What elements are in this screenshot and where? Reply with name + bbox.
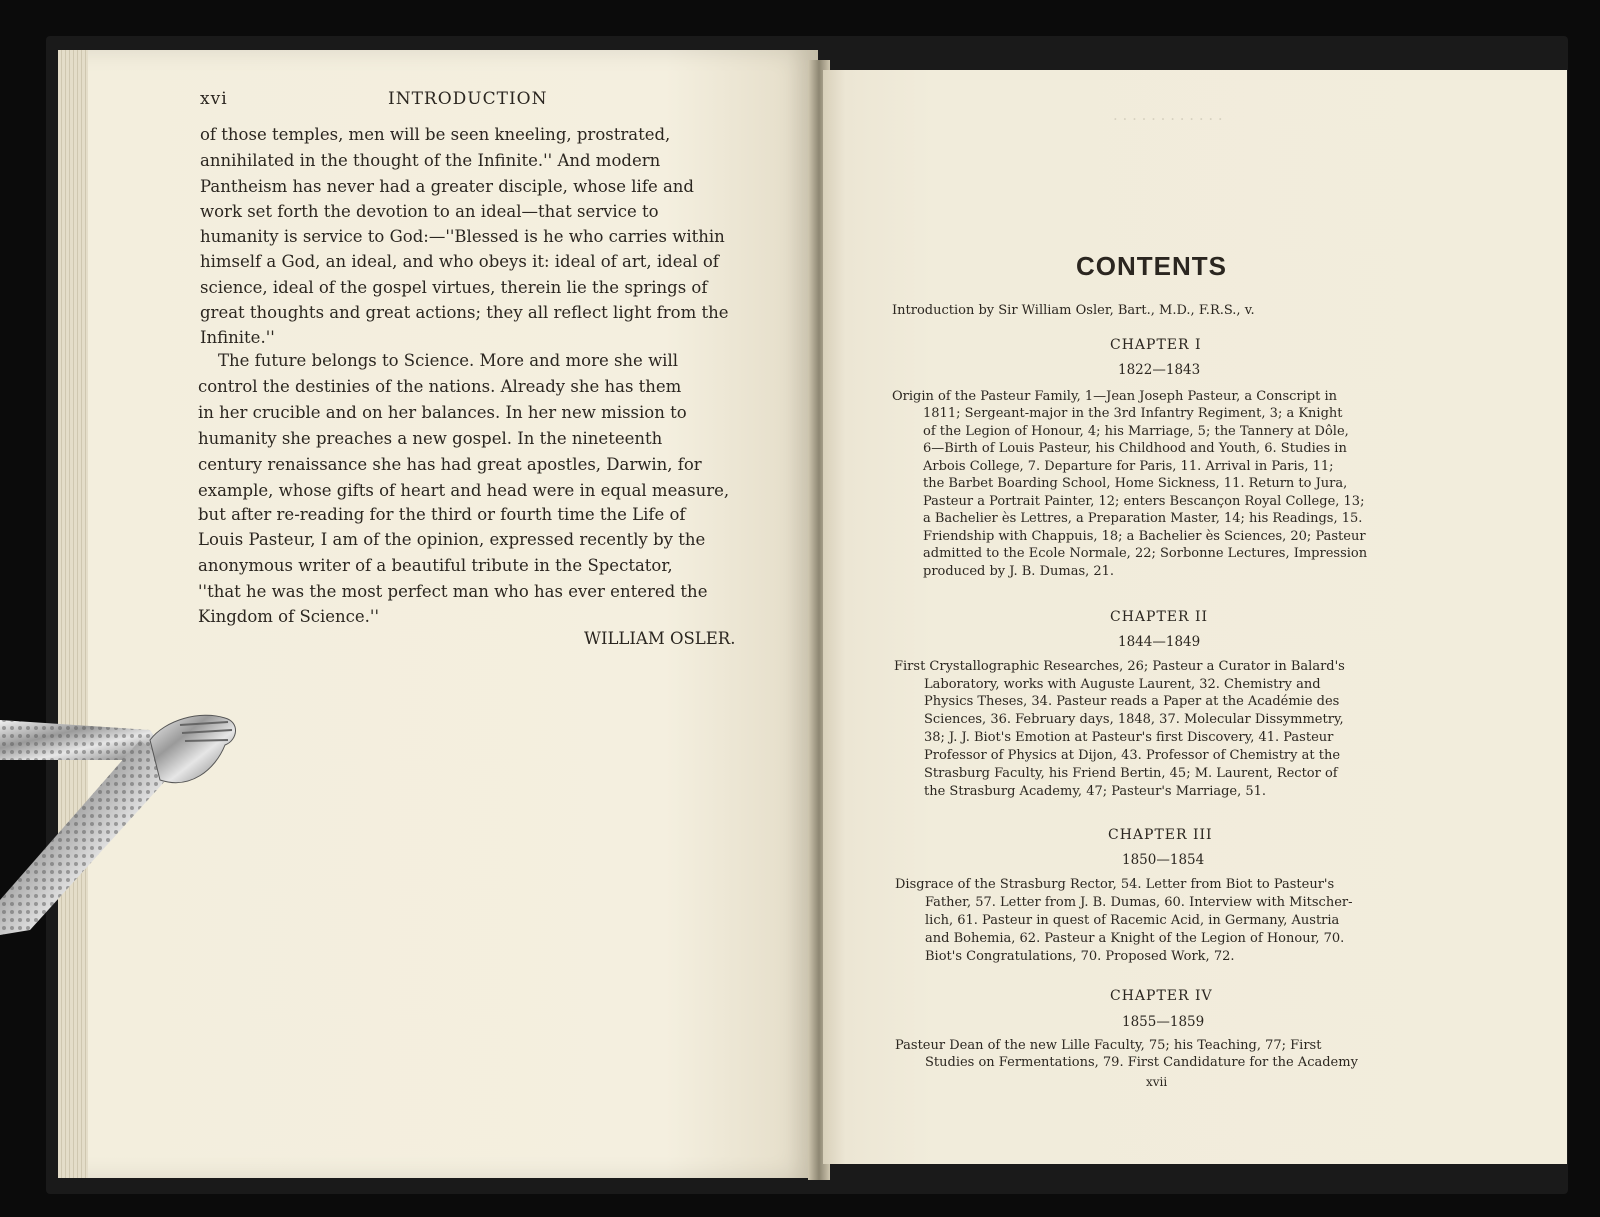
toc-line: Disgrace of the Strasburg Rector, 54. Letter from Biot to Pasteur's	[895, 877, 1335, 892]
body-line: Pantheism has never had a greater disciple, whose life and	[200, 177, 694, 196]
page-number-left: xvi	[200, 89, 228, 109]
body-line: work set forth the devotion to an ideal—that service to	[200, 202, 659, 221]
toc-line: Pasteur Dean of the new Lille Faculty, 75; his Teaching, 77; First	[895, 1038, 1322, 1053]
body-line: in her crucible and on her balances. In her new mission to	[198, 403, 687, 422]
chapter-heading: CHAPTER I	[1110, 337, 1202, 353]
toc-line: the Barbet Boarding School, Home Sickness, 11. Return to Jura,	[923, 476, 1348, 491]
toc-line: of the Legion of Honour, 4; his Marriage, 5; the Tannery at Dôle,	[923, 424, 1349, 439]
toc-line: the Strasburg Academy, 47; Pasteur's Marriage, 51.	[924, 784, 1267, 799]
bookmark-engraving	[0, 740, 175, 935]
toc-intro-line: Introduction by Sir William Osler, Bart., M.D., F.R.S., v.	[892, 303, 1255, 318]
toc-line: and Bohemia, 62. Pasteur a Knight of the Legion of Honour, 70.	[925, 931, 1345, 946]
hand-icon	[150, 715, 236, 782]
toc-line: Friendship with Chappuis, 18; a Bachelier ès Sciences, 20; Pasteur	[923, 529, 1366, 544]
silver-hand-bookmark	[0, 700, 260, 940]
body-line: science, ideal of the gospel virtues, therein lie the springs of	[200, 278, 708, 297]
toc-line: produced by J. B. Dumas, 21.	[923, 564, 1115, 579]
body-line: Infinite.''	[200, 328, 275, 347]
chapter-years: 1850—1854	[1122, 852, 1205, 868]
body-line: control the destinies of the nations. Already she has them	[198, 377, 682, 396]
chapter-years: 1822—1843	[1118, 362, 1201, 378]
signature: WILLIAM OSLER.	[584, 629, 736, 648]
toc-line: Father, 57. Letter from J. B. Dumas, 60. Interview with Mitscher-	[925, 895, 1353, 910]
chapter-heading: CHAPTER II	[1110, 609, 1209, 625]
toc-line: Physics Theses, 34. Pasteur reads a Paper at the Académie des	[924, 694, 1340, 709]
body-line: of those temples, men will be seen kneeling, prostrated,	[200, 125, 671, 144]
body-line: Louis Pasteur, I am of the opinion, expressed recently by the	[198, 530, 706, 549]
contents-title: CONTENTS	[1076, 251, 1227, 281]
chapter-heading: CHAPTER III	[1108, 827, 1213, 843]
toc-line: Professor of Physics at Dijon, 43. Professor of Chemistry at the	[924, 748, 1341, 763]
page-edges	[58, 50, 88, 1178]
toc-line: First Crystallographic Researches, 26; Pasteur a Curator in Balard's	[894, 659, 1345, 674]
body-line: Kingdom of Science.''	[198, 607, 380, 626]
body-line: humanity she preaches a new gospel. In the nineteenth	[198, 429, 663, 448]
running-head: INTRODUCTION	[388, 89, 548, 109]
chapter-years: 1855—1859	[1122, 1014, 1205, 1030]
toc-line: 1811; Sergeant-major in the 3rd Infantry Regiment, 3; a Knight	[923, 406, 1343, 421]
toc-line: Pasteur a Portrait Painter, 12; enters Bescançon Royal College, 13;	[923, 494, 1365, 509]
chapter-heading: CHAPTER IV	[1110, 988, 1213, 1004]
body-line: himself a God, an ideal, and who obeys it: ideal of art, ideal of	[200, 252, 719, 271]
body-line: but after re-reading for the third or fourth time the Life of	[198, 505, 686, 524]
body-line: anonymous writer of a beautiful tribute in the Spectator,	[198, 556, 673, 575]
toc-line: Sciences, 36. February days, 1848, 37. Molecular Dissymmetry,	[924, 712, 1344, 727]
body-line: annihilated in the thought of the Infinite.'' And modern	[200, 151, 661, 170]
body-line: ''that he was the most perfect man who has ever entered the	[198, 582, 708, 601]
chapter-years: 1844—1849	[1118, 634, 1201, 650]
body-line: The future belongs to Science. More and more she will	[218, 351, 679, 370]
toc-line: Biot's Congratulations, 70. Proposed Work, 72.	[925, 949, 1235, 964]
toc-line: Laboratory, works with Auguste Laurent, 32. Chemistry and	[924, 677, 1321, 692]
toc-line: Arbois College, 7. Departure for Paris, 11. Arrival in Paris, 11;	[923, 459, 1334, 474]
toc-line: Strasburg Faculty, his Friend Bertin, 45; M. Laurent, Rector of	[924, 766, 1338, 781]
body-line: century renaissance she has had great apostles, Darwin, for	[198, 455, 702, 474]
toc-line: Origin of the Pasteur Family, 1—Jean Joseph Pasteur, a Conscript in	[892, 389, 1337, 404]
body-line: example, whose gifts of heart and head were in equal measure,	[198, 481, 730, 500]
show-through-text: · · · · · · · · · · · ·	[1113, 110, 1223, 128]
toc-line: 6—Birth of Louis Pasteur, his Childhood and Youth, 6. Studies in	[923, 441, 1347, 456]
page-number-right: xvii	[1146, 1075, 1168, 1089]
toc-line: lich, 61. Pasteur in quest of Racemic Acid, in Germany, Austria	[925, 913, 1340, 928]
toc-line: admitted to the Ecole Normale, 22; Sorbonne Lectures, Impression	[923, 546, 1368, 561]
toc-line: a Bachelier ès Lettres, a Preparation Master, 14; his Readings, 15.	[923, 511, 1363, 526]
toc-line: Studies on Fermentations, 79. First Candidature for the Academy	[925, 1055, 1358, 1070]
body-line: great thoughts and great actions; they all reflect light from the	[200, 303, 729, 322]
toc-line: 38; J. J. Biot's Emotion at Pasteur's first Discovery, 41. Pasteur	[924, 730, 1334, 745]
body-line: humanity is service to God:—''Blessed is he who carries within	[200, 227, 725, 246]
